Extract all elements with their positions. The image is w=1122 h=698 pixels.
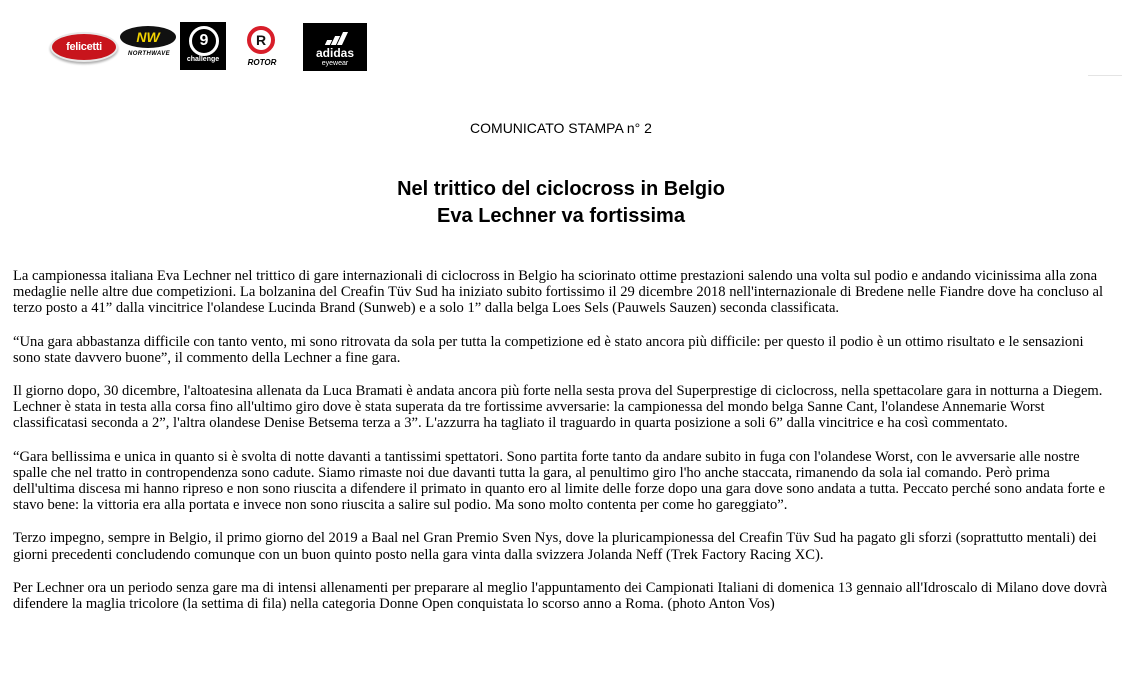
paragraph: Terzo impegno, sempre in Belgio, il primo giorno del 2019 a Baal nel Gran Premio Sven Nys, dove la pluricampionessa del Creafin Tüv Sud ha pagato gli sforzi (soprattutto mentali) dei giorni precedenti concludendo comunque con un buon quinto posto nella gara vinta dalla svizzera Jolanda Neff (Trek Factory Racing XC). bbox=[13, 530, 1097, 563]
northwave-mark: NW bbox=[120, 26, 176, 48]
challenge-name: challenge bbox=[186, 56, 220, 63]
paragraph: “Gara bellissima e unica in quanto si è svolta di notte davanti a tantissimi spettatori. Sono partita forte tanto da andare subito in fuga con l'olandese Worst, con le avversarie alle nostre spalle che nel tratto in contropendenza sono cadute. Siamo rimaste noi due davanti tutta la gara, al penultimo giro l'ho anche staccata, rimanendo da sola ial comando. Però prima dell'ultima discesa mi hanno ripreso e non sono riuscita a difendere il primato in quanto ero al limite delle forze dopo una gara dove sono andata a tutta. Peccato perché sono andata forte e stavo bene: la vittoria era alla portata e invece non sono riuscita a salire sul podio. Ma sono molto contenta per come ho gareggiato”. bbox=[13, 448, 1105, 514]
divider bbox=[1088, 75, 1122, 76]
headline-line-1: Nel trittico del ciclocross in Belgio bbox=[397, 178, 725, 200]
rotor-mark: R bbox=[247, 26, 275, 54]
paragraph: Per Lechner ora un periodo senza gare ma di intensi allenamenti per preparare al meglio l'appuntamento dei Campionati Italiani di domenica 13 gennaio all'Idroscalo di Milano dove dovrà difendere la maglia tricolore (la settima di fila) nella categoria Donne Open conquistata lo scorso anno a Roma. (photo Anton Vos) bbox=[13, 579, 1108, 613]
adidas-stripes-icon bbox=[324, 31, 346, 45]
rotor-logo bbox=[242, 26, 286, 70]
paragraph: “Una gara abbastanza difficile con tanto vento, mi sono ritrovata da sola per tutta la competizione ed è stato ancora più difficile: per questo il podio è un ottimo risultato e le sensazioni sono state davvero buone”, il commento della Lechner a fine gara. bbox=[13, 333, 1084, 366]
adidas-sub: eyewear bbox=[321, 60, 349, 67]
paragraph: La campionessa italiana Eva Lechner nel trittico di gare internazionali di ciclocross in Belgio ha sciorinato ottime prestazioni salendo una volta sul podio e andando vicinissima alla zona medaglie nelle altre due competizioni. La bolzanina del Creafin Tüv Sud ha iniziato subito fortissimo il 29 dicembre 2018 nell'internazionale di Bredene nelle Fiandre dove ha concluso al terzo posto a 41” dalla vincitrice l'olandese Lucinda Brand (Sunweb) e a solo 1” dalla belga Loes Sels (Pauwels Sauzen) seconda classificata. bbox=[13, 268, 1104, 317]
felicetti-logo-text: felicetti bbox=[66, 41, 102, 53]
northwave-name: NORTHWAVE bbox=[127, 51, 171, 57]
rotor-name: ROTOR bbox=[247, 58, 277, 67]
paragraph: Il giorno dopo, 30 dicembre, l'altoatesina allenata da Luca Bramati è andata ancora più forte nella sesta prova del Superprestige di ciclocross, nella spettacolare gara in notturna a Diegem. Lechner è stata in testa alla corsa fino all'ultimo giro dove è stata superata da tre fortissime avversarie: la campionessa del mondo belga Sanne Cant, l'olandese Annemarie Worst classificatasi seconda a 2”, l'altra olandese Denise Betsema terza a 3”. L'azzurra ha tagliato il traguardo in quarta posizione a soli 6” dalla vincitrice e ha così commentato. bbox=[13, 383, 1103, 432]
challenge-mark: 9 bbox=[189, 26, 219, 56]
northwave-logo bbox=[120, 26, 178, 66]
article-body bbox=[13, 268, 1113, 629]
adidas-name: adidas bbox=[315, 46, 354, 60]
felicetti-logo bbox=[50, 32, 118, 62]
headline-line-2: Eva Lechner va fortissima bbox=[437, 205, 685, 227]
challenge-logo bbox=[180, 22, 226, 70]
press-release-label: COMUNICATO STAMPA n° 2 bbox=[470, 120, 652, 136]
adidas-eyewear-logo bbox=[303, 23, 367, 71]
page-title bbox=[0, 176, 1122, 230]
